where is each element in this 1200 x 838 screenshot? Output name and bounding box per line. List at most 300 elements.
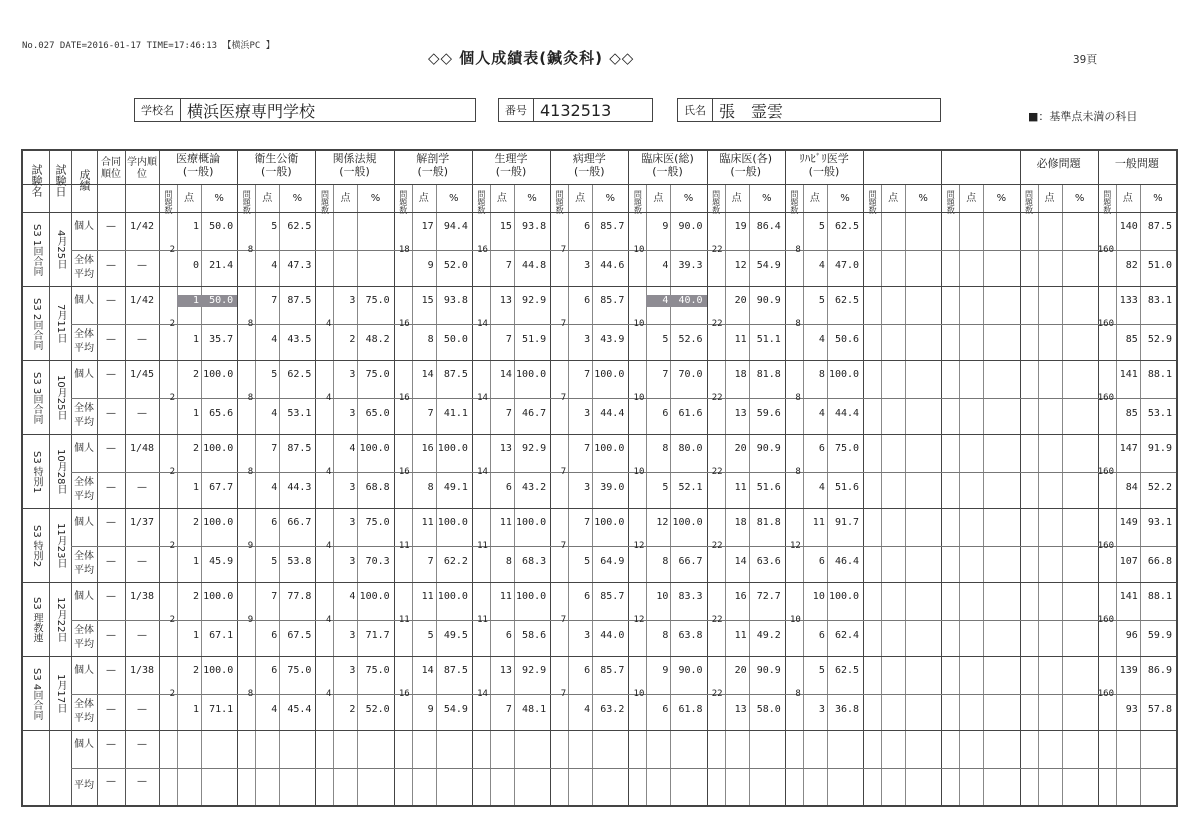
joint-rank-dash: — [106,556,116,567]
question-count: 11 [398,615,410,625]
individual-percent: 86.4 [756,221,781,232]
individual-points: 2 [192,443,199,454]
question-count: 16 [398,467,410,477]
question-count: 22 [711,393,723,403]
individual-points: 4 [349,591,356,602]
individual-percent: 100.0 [203,369,234,380]
individual-percent: 90.9 [756,295,781,306]
individual-percent: 85.7 [600,665,625,676]
exam-block-divider [23,656,1176,657]
exam-row-divider [71,768,1176,769]
legend [1028,108,1137,124]
average-points: 3 [584,482,591,493]
average-points: 6 [818,630,825,641]
average-percent: 58.6 [522,630,547,641]
individual-percent: 100.0 [516,591,547,602]
question-count: 10 [633,319,645,329]
average-points: 7 [427,556,434,567]
name-label: 氏名 [678,99,713,121]
average-percent: 54.9 [756,260,781,271]
subheader-q: 問題数 [242,190,252,214]
question-count: 9 [247,541,254,551]
average-percent: 59.6 [756,408,781,419]
question-count: 7 [560,541,567,551]
result-individual: 個人 [74,295,94,306]
average-percent: 63.8 [678,630,703,641]
question-count: 14 [477,467,488,477]
individual-percent: 87.5 [287,443,312,454]
question-count: 16 [398,689,410,699]
average-points: 96 [1125,630,1138,641]
question-count: 9 [247,615,254,625]
average-points: 4 [271,704,278,715]
subject-type: (一般) [573,165,605,178]
average-points: 13 [734,408,747,419]
average-percent: 44.3 [287,482,312,493]
subcol-divider [1062,185,1063,805]
average-percent: 52.9 [1147,334,1172,345]
individual-percent: 62.5 [834,665,860,676]
average-percent: 44.4 [834,408,860,419]
result-average: 全体平均 [74,329,94,354]
individual-percent: 90.9 [756,665,781,676]
question-count: 4 [326,319,332,329]
subheader-q: 問題数 [164,190,173,214]
subheader-pct: % [292,193,303,204]
individual-percent: 66.7 [287,517,312,528]
subheader-pt: 点 [888,193,899,204]
individual-points: 6 [271,665,278,676]
average-percent: 67.7 [209,482,234,493]
question-count: 16 [398,393,410,403]
average-percent: 52.1 [678,482,703,493]
average-points: 3 [349,408,356,419]
average-percent: 52.6 [678,334,703,345]
individual-points: 5 [271,369,278,380]
individual-points: 141 [1119,591,1138,602]
individual-percent: 91.9 [1147,443,1172,454]
school-rank-dash: — [137,408,147,419]
individual-percent: 75.0 [365,517,390,528]
individual-points: 20 [734,443,747,454]
individual-points: 11 [499,591,512,602]
exam-block-divider [23,434,1176,435]
average-percent: 71.7 [365,630,390,641]
subheader-q: 問題数 [633,190,643,214]
individual-points: 140 [1119,221,1138,232]
subject-name: 関係法規 [332,152,377,165]
individual-points: 20 [734,665,747,676]
subject-type: (一般) [495,165,527,178]
individual-points: 13 [499,443,512,454]
average-percent: 67.5 [287,630,312,641]
question-count: 2 [169,541,175,551]
result-average: 全体平均 [74,477,94,502]
individual-percent: 62.5 [834,221,860,232]
average-percent: 35.7 [209,334,234,345]
subheader-pt: 点 [731,193,742,204]
average-points: 11 [734,630,747,641]
joint-rank-dash: — [106,517,116,528]
question-count: 160 [1097,541,1115,551]
subheader-divider [23,212,1176,213]
average-percent: 62.4 [834,630,860,641]
subheader-pct: % [370,193,381,204]
subheader-pct: % [605,193,615,204]
question-count: 8 [247,319,254,329]
average-points: 5 [271,556,278,567]
average-points: 0 [192,260,199,271]
question-count: 10 [633,689,645,699]
average-percent: 48.2 [365,334,390,345]
subheader-pct: % [527,193,537,204]
individual-percent: 92.9 [522,665,547,676]
question-count: 8 [795,319,801,329]
subcol-divider [959,185,960,805]
individual-percent: 100.0 [594,517,625,528]
subject-name: 臨床医(総) [641,152,694,165]
joint-rank-dash: — [106,260,116,271]
name-value: 張 霊雲 [719,101,784,121]
individual-percent: 75.0 [365,665,390,676]
school-rank: 1/48 [129,443,155,454]
school-rank-dash: — [137,260,147,271]
subheader-q: 問題数 [1024,190,1034,214]
subcol-divider [983,185,984,805]
individual-percent: 90.0 [678,665,703,676]
subject-name: 臨床医(各) [719,152,773,165]
individual-points: 6 [584,591,591,602]
average-points: 4 [818,408,825,419]
question-count: 2 [169,319,175,329]
question-count: 160 [1097,245,1115,255]
average-points: 1 [192,482,199,493]
individual-points: 139 [1119,665,1138,676]
average-percent: 58.0 [756,704,781,715]
average-points: 4 [662,260,669,271]
subheader-q: 問題数 [555,190,565,214]
individual-points: 133 [1119,295,1138,306]
question-count: 14 [477,319,488,329]
individual-percent: 40.0 [670,295,706,307]
exam-name-header: 試験名 [30,163,43,197]
average-percent: 46.7 [522,408,547,419]
exam-name: S3 1回合同 [31,223,42,277]
individual-points: 11 [421,517,434,528]
exam-name: S3 特別1 [31,450,42,494]
average-percent: 52.0 [443,260,468,271]
question-count: 8 [247,393,254,403]
school-rank-header: 学内順位 [127,157,157,180]
joint-rank-dash: — [106,369,116,380]
average-points: 2 [349,704,356,715]
school-rank: 1/45 [129,369,155,380]
individual-points: 2 [192,591,199,602]
number-box [498,98,653,122]
individual-percent: 100.0 [437,517,468,528]
result-average: 全体平均 [74,625,94,650]
joint-rank-dash: — [106,295,116,306]
individual-points: 7 [584,443,591,454]
average-points: 1 [192,334,199,345]
individual-percent: 100.0 [359,443,390,454]
subheader-q: 問題数 [398,190,408,214]
result-average-short: 平均 [74,780,94,791]
average-points: 1 [192,408,199,419]
average-points: 85 [1125,408,1138,419]
average-percent: 52.2 [1147,482,1172,493]
exam-date: 4月25日 [55,230,66,270]
result-average: 全体平均 [74,255,94,280]
individual-points: 6 [271,517,278,528]
individual-percent: 75.0 [287,665,312,676]
individual-points: 12 [656,517,669,528]
question-count: 4 [326,393,332,403]
average-points: 7 [505,408,512,419]
individual-percent: 62.5 [287,221,312,232]
question-count: 10 [633,393,645,403]
subject-name: 病理学 [572,152,606,165]
print-meta: No.027 DATE=2016-01-17 TIME=17:46:13 【横浜PC 】 [22,41,275,51]
school-rank: 1/38 [129,665,155,676]
average-points: 4 [584,704,591,715]
individual-points: 17 [421,221,434,232]
individual-percent: 81.8 [756,369,781,380]
exam-block-divider [23,508,1176,509]
question-count: 10 [790,615,801,625]
individual-points: 7 [271,443,278,454]
average-percent: 39.0 [600,482,625,493]
question-count: 14 [477,393,488,403]
individual-percent: 77.8 [287,591,312,602]
average-percent: 44.6 [600,260,625,271]
subheader-pt: 点 [418,193,429,204]
subheader-pt: 点 [184,193,194,204]
result-individual: 個人 [74,591,94,602]
individual-points: 7 [271,591,278,602]
average-percent: 51.0 [1147,260,1172,271]
subheader-pct: % [683,193,694,204]
result-header: 成績 [78,169,91,191]
average-percent: 64.9 [600,556,625,567]
average-percent: 70.3 [365,556,390,567]
question-count: 7 [560,615,567,625]
individual-points: 19 [734,221,747,232]
average-percent: 54.9 [443,704,468,715]
average-points: 14 [734,556,747,567]
individual-percent: 85.7 [600,591,625,602]
subheader-pct: % [840,193,850,204]
question-count: 8 [247,245,254,255]
exam-date: 7月11日 [55,304,66,344]
average-points: 8 [505,556,512,567]
question-count: 2 [169,467,175,477]
result-individual: 個人 [74,665,94,676]
individual-percent: 100.0 [594,443,625,454]
average-points: 84 [1125,482,1138,493]
individual-percent: 50.0 [209,221,234,232]
average-points: 4 [271,482,278,493]
school-rank-dash: — [137,630,147,641]
average-points: 8 [662,630,669,641]
header-divider [23,184,1176,185]
subject-type: (一般) [261,165,292,178]
average-percent: 66.8 [1147,556,1172,567]
individual-points: 2 [192,517,199,528]
question-count: 8 [247,689,254,699]
number-label: 番号 [499,99,534,121]
individual-points: 16 [421,443,434,454]
subheader-q: 問題数 [868,190,878,214]
result-individual: 個人 [74,221,94,232]
average-points: 3 [584,630,591,641]
result-average: 全体平均 [74,551,94,576]
subject-type: (一般) [808,165,840,178]
average-percent: 65.0 [365,408,390,419]
joint-rank-dash: — [106,443,116,454]
individual-percent: 87.5 [443,665,468,676]
average-points: 93 [1125,704,1138,715]
individual-percent: 100.0 [437,591,468,602]
individual-points: 14 [421,369,434,380]
result-individual: 個人 [74,739,94,750]
average-points: 1 [192,630,199,641]
average-percent: 51.1 [756,334,781,345]
individual-points: 141 [1119,369,1138,380]
question-count: 22 [711,319,723,329]
exam-date: 11月23日 [55,523,66,569]
individual-percent: 87.5 [443,369,468,380]
question-count: 18 [398,245,410,255]
subcol-divider [1038,185,1039,805]
exam-name: S3 4回合同 [31,667,42,721]
question-count: 160 [1097,689,1115,699]
joint-rank-dash: — [106,334,116,345]
average-percent: 44.0 [600,630,625,641]
individual-points: 147 [1119,443,1138,454]
individual-percent: 50.0 [201,295,237,307]
exam-date: 10月25日 [55,375,66,421]
subheader-q: 問題数 [320,190,330,214]
individual-points: 5 [818,221,825,232]
average-points: 82 [1125,260,1138,271]
individual-percent: 87.5 [287,295,312,306]
subheader-pt: 点 [1122,193,1133,204]
average-percent: 43.5 [287,334,312,345]
average-points: 9 [427,704,434,715]
question-count: 4 [326,689,332,699]
average-percent: 68.3 [522,556,547,567]
individual-points: 4 [349,443,356,454]
individual-points: 2 [192,665,199,676]
average-percent: 47.0 [834,260,860,271]
average-points: 8 [662,556,669,567]
subject-name: 必修問題 [1036,157,1081,170]
question-count: 12 [633,541,645,551]
subject-name: 衛生公衛 [254,152,299,165]
school-box [134,98,476,122]
individual-points: 15 [421,295,434,306]
school-rank-dash: — [137,482,147,493]
subheader-pt: 点 [496,193,507,204]
average-percent: 53.8 [287,556,312,567]
question-count: 22 [711,689,723,699]
question-count: 11 [477,541,488,551]
subheader-q: 問題数 [711,190,721,214]
average-points: 1 [192,704,199,715]
individual-percent: 80.0 [678,443,703,454]
question-count: 160 [1097,393,1115,403]
exam-date: 10月28日 [55,449,66,495]
average-percent: 46.4 [834,556,860,567]
individual-percent: 62.5 [834,295,860,306]
average-points: 4 [818,260,825,271]
individual-percent: 86.9 [1147,665,1172,676]
individual-points: 5 [818,665,825,676]
subheader-q: 問題数 [1102,190,1112,214]
average-points: 6 [505,482,512,493]
individual-points: 1 [192,221,199,232]
individual-points: 3 [349,369,356,380]
subcol-divider [881,185,882,805]
average-points: 4 [271,408,278,419]
individual-points: 9 [662,665,669,676]
average-points: 5 [584,556,591,567]
subheader-pct: % [918,193,928,204]
subheader-q: 問題数 [476,190,486,214]
average-percent: 51.9 [522,334,547,345]
average-points: 4 [818,334,825,345]
school-rank: 1/37 [129,517,155,528]
average-percent: 21.4 [209,260,234,271]
exam-date-header: 試験日 [54,163,67,197]
school-rank-dash: — [137,704,147,715]
joint-rank-dash: — [106,482,116,493]
exam-block-divider [23,582,1176,583]
individual-percent: 100.0 [359,591,390,602]
individual-points: 18 [734,369,747,380]
exam-date: 1月17日 [55,674,66,714]
subheader-q: 問題数 [946,190,956,214]
individual-points: 1 [177,295,201,307]
individual-percent: 94.4 [443,221,468,232]
average-percent: 51.6 [834,482,860,493]
individual-percent: 100.0 [203,591,234,602]
individual-percent: 93.8 [443,295,468,306]
individual-points: 6 [584,221,591,232]
individual-percent: 100.0 [828,591,860,602]
result-individual: 個人 [74,517,94,528]
individual-percent: 93.8 [522,221,547,232]
average-percent: 61.8 [678,704,703,715]
school-rank-dash: — [137,556,147,567]
question-count: 22 [711,615,723,625]
question-count: 4 [326,467,332,477]
result-individual: 個人 [74,443,94,454]
exam-name: S3 3回合同 [31,371,42,425]
average-percent: 48.1 [522,704,547,715]
question-count: 4 [326,541,332,551]
individual-points: 11 [499,517,512,528]
question-count: 7 [560,689,567,699]
average-points: 6 [662,704,669,715]
average-points: 4 [271,260,278,271]
subject-type: (一般) [417,165,449,178]
average-percent: 41.1 [443,408,468,419]
joint-rank-dash: — [106,591,116,602]
individual-percent: 72.7 [756,591,781,602]
average-percent: 65.6 [209,408,234,419]
